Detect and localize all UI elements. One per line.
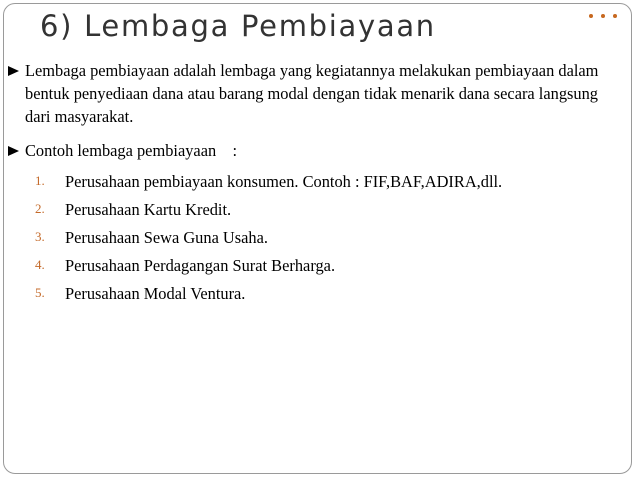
bullet-arrow-icon [8,66,19,76]
list-number: 1. [35,173,45,188]
slide-title: 6) Lembaga Pembiayaan [40,9,436,43]
bullet-text: Contoh lembaga pembiayaan : [25,141,238,160]
accent-dot [613,14,617,18]
bullet-text: Lembaga pembiayaan adalah lembaga yang kegiatannya melakukan pembiayaan dalam bentuk penyediaan dana atau barang modal dengan tidak menarik dana secara langsung dari masyarakat. [25,61,599,126]
bullet-examples [8,139,626,162]
bullet-definition [8,59,626,128]
accent-dot [589,14,593,18]
list-item-text: Perusahaan Sewa Guna Usaha. [65,228,268,247]
list-item-text: Perusahaan pembiayaan konsumen. Contoh : FIF,BAF,ADIRA,dll. [65,172,503,191]
list-number: 3. [35,229,45,244]
list-item-text: Perusahaan Perdagangan Surat Berharga. [65,256,336,275]
list-number: 2. [35,201,45,216]
list-number: 5. [35,285,45,300]
accent-dot [601,14,605,18]
list-number: 4. [35,257,45,272]
list-item-text: Perusahaan Modal Ventura. [65,284,246,303]
bullet-arrow-icon [8,146,19,156]
list-item-text: Perusahaan Kartu Kredit. [65,200,232,219]
